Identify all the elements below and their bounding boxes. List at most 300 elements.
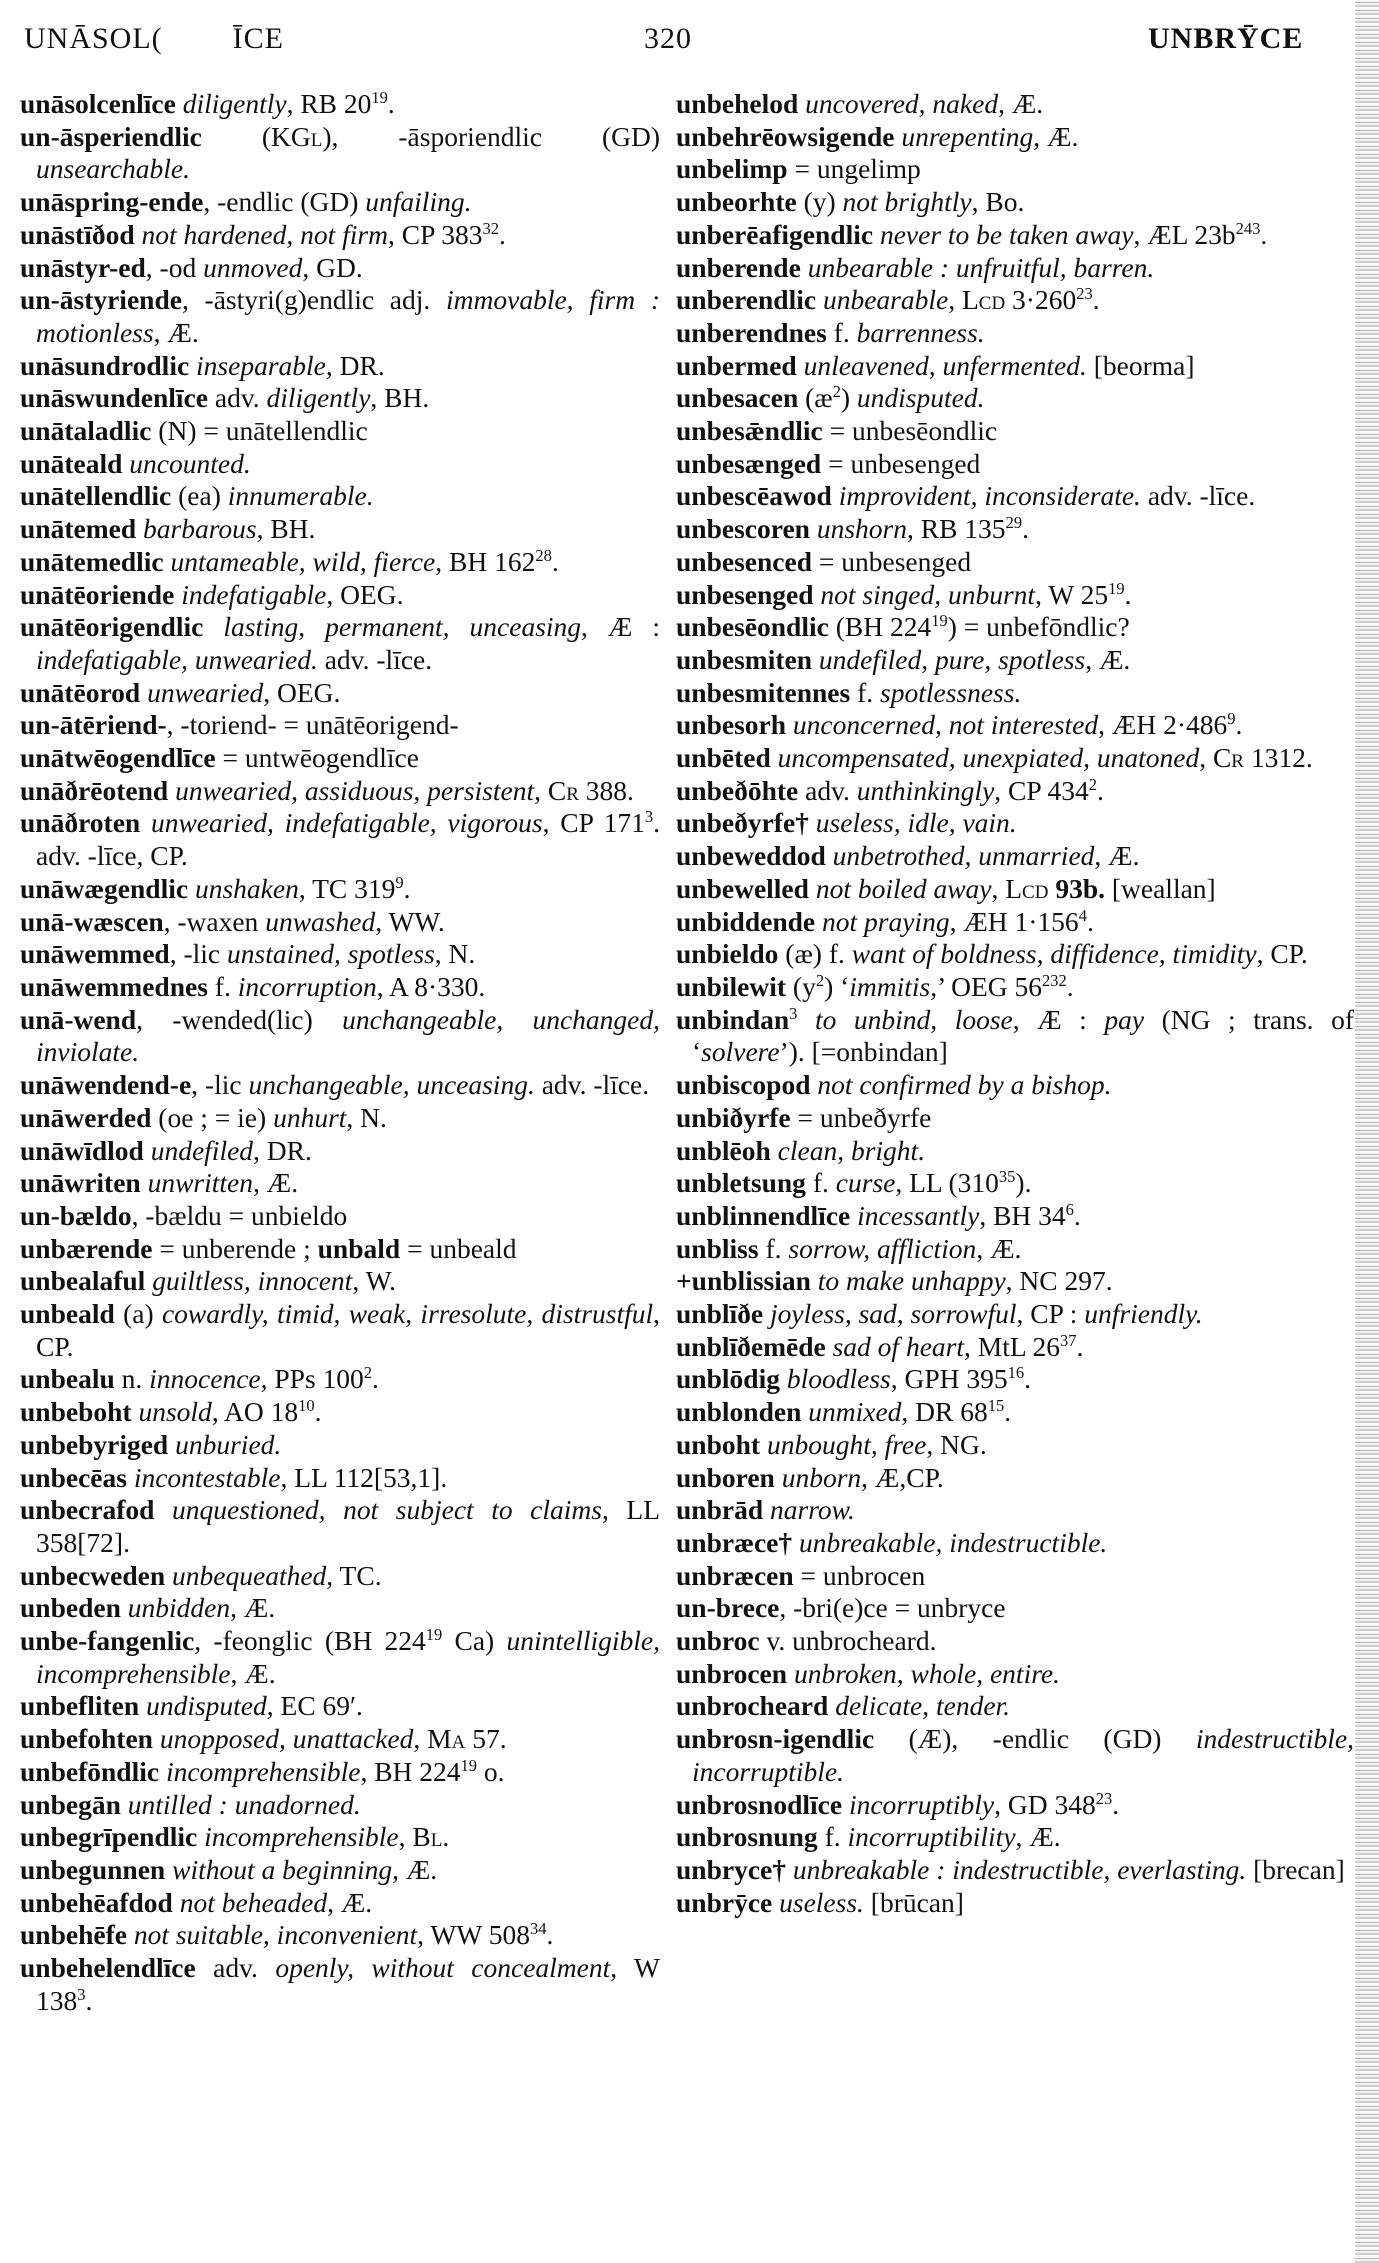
entry-text: [brūcan] xyxy=(863,1886,964,1918)
headword: unbermed xyxy=(676,349,797,381)
entry-text: unmoved xyxy=(203,251,303,283)
dictionary-entry xyxy=(676,1167,1354,1200)
dictionary-entry xyxy=(676,1135,1354,1168)
dictionary-entry xyxy=(20,1919,660,1952)
entry-text: Ca) xyxy=(442,1625,507,1657)
entry-text: 6 xyxy=(1065,1199,1074,1219)
entry-text: unstained, spotless xyxy=(227,938,435,970)
dictionary-entry xyxy=(676,775,1354,808)
dictionary-entry xyxy=(20,1625,660,1690)
entry-text: , Æ. xyxy=(392,1853,438,1885)
entry-text: unwashed xyxy=(265,905,376,937)
entry-text: lasting, permanent, unceasing xyxy=(203,611,582,643)
running-head-right: UNBRȲCE xyxy=(1148,22,1304,55)
headword: unbærende xyxy=(20,1232,153,1264)
entry-text: , N. xyxy=(346,1101,387,1133)
entry-text: delicate, tender. xyxy=(828,1690,1011,1722)
entry-text: barrenness. xyxy=(856,316,985,348)
entry-text: sorrow, affliction xyxy=(788,1232,977,1264)
headword: unbescoren xyxy=(676,513,810,545)
entry-text: , Æ. xyxy=(976,1232,1022,1264)
dictionary-entry xyxy=(676,1069,1354,1102)
entry-text: , -lic xyxy=(191,1069,249,1101)
dictionary-entry xyxy=(20,1200,660,1233)
dictionary-entry xyxy=(676,1200,1354,1233)
entry-text: unleavened, unfermented. xyxy=(796,349,1087,381)
entry-text: , WW 508 xyxy=(417,1919,530,1951)
entry-text: ) = unbefōndlic? xyxy=(947,611,1130,643)
entry-text: not praying xyxy=(815,905,950,937)
entry-text: . adv. -līce, CP. xyxy=(36,807,660,872)
headword: unbræcen xyxy=(676,1559,794,1591)
dictionary-entry xyxy=(676,382,1354,415)
headword: unbehelendlīce xyxy=(20,1952,196,1984)
headword: unbryce† xyxy=(676,1853,786,1885)
entry-text: , GD. xyxy=(302,251,363,283)
entry-text: 232 xyxy=(1042,970,1067,990)
entry-text: useless. xyxy=(772,1886,864,1918)
dictionary-entry xyxy=(20,971,660,1004)
entry-text: (BH 224 xyxy=(828,611,932,643)
entry-text: . xyxy=(1112,1788,1120,1820)
headword: unbrosn-igendlic xyxy=(676,1723,875,1755)
dictionary-entry xyxy=(676,88,1354,121)
dictionary-entry xyxy=(20,1233,660,1266)
entry-text: . xyxy=(372,1363,379,1395)
headword: un-bældo xyxy=(20,1199,132,1231)
dictionary-entry xyxy=(676,1821,1354,1854)
dictionary-entry xyxy=(676,840,1354,873)
headword: unāwemmednes xyxy=(20,970,208,1002)
dictionary-entry xyxy=(20,415,660,448)
entry-text: unfriendly. xyxy=(1084,1298,1203,1330)
entry-text: 3 xyxy=(789,1003,798,1023)
dictionary-entry xyxy=(20,742,660,775)
entry-text: . xyxy=(1024,1363,1031,1395)
headword: unbeðyrfe† xyxy=(676,807,809,839)
entry-text: uncovered, naked xyxy=(798,88,999,119)
entry-text: without a beginning xyxy=(165,1853,393,1885)
entry-text: Lcd xyxy=(1005,872,1049,904)
entry-text: , NG. xyxy=(926,1428,987,1460)
headword: unblonden xyxy=(676,1396,802,1428)
dictionary-entry xyxy=(676,1429,1354,1462)
headword: unātēoriende xyxy=(20,578,175,610)
headword: unāwriten xyxy=(20,1167,141,1199)
entry-text: . xyxy=(1073,1199,1081,1231)
entry-text: not beheaded xyxy=(172,1886,328,1918)
entry-text: 28 xyxy=(535,545,552,565)
dictionary-entry xyxy=(20,252,660,285)
entry-text: , PPs 100 xyxy=(260,1363,364,1395)
dictionary-entry xyxy=(20,1592,660,1625)
entry-text: , BH 224 xyxy=(360,1755,461,1787)
dictionary-entry xyxy=(20,1102,660,1135)
dictionary-entry xyxy=(676,971,1354,1004)
entry-text: . xyxy=(1235,709,1243,741)
entry-text: adv. xyxy=(798,774,857,806)
entry-text: , WW. xyxy=(375,905,445,937)
dictionary-entry xyxy=(676,1298,1354,1331)
entry-text: , Æ : xyxy=(1012,1003,1105,1035)
entry-text: unquestioned, not subject to claims xyxy=(154,1494,602,1526)
entry-text: 3·260 xyxy=(1005,284,1077,316)
headword: unātemedlic xyxy=(20,545,164,577)
headword: un-brece xyxy=(676,1592,780,1624)
entry-text: adv. xyxy=(195,1952,276,1984)
entry-text: , OEG. xyxy=(263,676,341,708)
dictionary-entry xyxy=(20,1854,660,1887)
entry-text: , TC. xyxy=(326,1559,382,1591)
entry-text: not singed, unburnt xyxy=(813,578,1036,610)
entry-text: (æ) f. xyxy=(778,938,852,970)
dictionary-entry xyxy=(676,1004,1354,1069)
entry-text: , TC 319 xyxy=(298,872,396,904)
entry-text: unborn xyxy=(774,1461,862,1493)
entry-text: (oe ; = ie) xyxy=(151,1101,274,1133)
entry-text: = unbeald xyxy=(400,1232,517,1264)
entry-text: 2 xyxy=(815,970,825,990)
entry-text: 243 xyxy=(1235,218,1261,238)
entry-text: . xyxy=(1086,905,1094,937)
entry-text: 15 xyxy=(987,1395,1005,1415)
dictionary-entry xyxy=(20,1167,660,1200)
headword: un-ātēriend- xyxy=(20,709,167,741)
entry-text: immitis, xyxy=(849,970,938,1002)
entry-text: unbequeathed xyxy=(165,1559,327,1591)
headword: unāsolcenlīce xyxy=(20,88,176,119)
entry-text: , Æ,CP. xyxy=(861,1461,944,1493)
entry-text: 16 xyxy=(1007,1363,1025,1383)
dictionary-entry xyxy=(20,186,660,219)
dictionary-entry xyxy=(20,219,660,252)
entry-text: spotlessness. xyxy=(880,676,1022,708)
entry-text: 29 xyxy=(1005,512,1023,532)
entry-text: undefiled xyxy=(143,1134,254,1166)
entry-text: clean, bright. xyxy=(770,1134,926,1166)
entry-text: , Æ. xyxy=(230,1657,276,1689)
entry-text: Cr xyxy=(547,774,579,806)
headword: unbrād xyxy=(676,1494,764,1526)
entry-text: untameable, wild, fierce xyxy=(163,545,436,577)
dictionary-entry xyxy=(20,448,660,481)
dictionary-entry xyxy=(676,448,1354,481)
headword: unbehēafdod xyxy=(20,1886,173,1918)
entry-text: , ÆL 23b xyxy=(1133,218,1236,250)
headword: unbehelod xyxy=(676,88,799,119)
dictionary-entry xyxy=(676,546,1354,579)
dictionary-entry xyxy=(20,480,660,513)
headword: unberēafigendlic xyxy=(676,218,874,250)
entry-text: innocence xyxy=(149,1363,261,1395)
entry-text: ), -āsporiendlic (GD) xyxy=(322,120,660,152)
headword: unāstīðod xyxy=(20,218,135,250)
entry-text: ) xyxy=(840,382,857,414)
entry-text: , BH. xyxy=(256,513,316,545)
dictionary-entry xyxy=(20,1723,660,1756)
headword: unbealu xyxy=(20,1363,115,1395)
headword: unātellendlic xyxy=(20,480,172,512)
entry-text: , W 25 xyxy=(1035,578,1109,610)
entry-text: . xyxy=(85,1984,93,2016)
entry-text: not boiled away xyxy=(808,872,992,904)
headword: unbesmitennes xyxy=(676,676,851,708)
entry-text: curse xyxy=(835,1167,896,1199)
entry-text: want of boldness, diffidence, timidity xyxy=(851,938,1257,970)
entry-text: , ÆH 1·156 xyxy=(949,905,1079,937)
entry-text: 2 xyxy=(1088,774,1098,794)
dictionary-entry xyxy=(676,513,1354,546)
entry-text: incorruption xyxy=(237,970,377,1002)
entry-text: , W 138 xyxy=(36,1952,660,2016)
dictionary-entry xyxy=(20,350,660,383)
entry-text: f. xyxy=(207,970,238,1002)
entry-text: . xyxy=(1097,774,1104,806)
entry-text: , DR. xyxy=(325,349,385,381)
entry-text: f. xyxy=(805,1167,836,1199)
entry-text: , Bo. xyxy=(971,186,1025,218)
entry-text: 34 xyxy=(529,1919,547,1939)
entry-text: . xyxy=(1092,284,1100,316)
entry-text: ’ OEG 56 xyxy=(937,970,1043,1002)
entry-text: , xyxy=(413,1723,428,1755)
entry-text: f. xyxy=(850,676,880,708)
entry-text: , CP : xyxy=(1016,1298,1085,1330)
entry-text: , BH 34 xyxy=(979,1199,1066,1231)
headword: unātwēogendlīce xyxy=(20,742,216,774)
entry-text: = unbrocen xyxy=(793,1559,926,1591)
entry-text: narrow. xyxy=(763,1494,855,1526)
headword: unbeden xyxy=(20,1592,121,1624)
headword: unbiðyrfe xyxy=(676,1101,791,1133)
entry-text: , -wended(lic) xyxy=(136,1003,343,1035)
entry-text: unbearable xyxy=(816,284,949,316)
headword: unbletsung xyxy=(676,1167,806,1199)
headword: unbebyriged xyxy=(20,1428,169,1460)
entry-text: untilled : unadorned. xyxy=(120,1788,361,1820)
headword: unāsundrodlic xyxy=(20,349,190,381)
entry-text: , Æ. xyxy=(230,1592,276,1624)
entry-text: , GPH 395 xyxy=(890,1363,1008,1395)
entry-text: diligently xyxy=(175,88,287,119)
headword: unberende xyxy=(676,251,801,283)
dictionary-entry xyxy=(676,153,1354,186)
dictionary-entry xyxy=(20,88,660,121)
headword: unbroc xyxy=(676,1625,760,1657)
headword: unāðroten xyxy=(20,807,141,839)
entry-text: (ea) xyxy=(171,480,228,512)
entry-text: , LL (310 xyxy=(895,1167,999,1199)
entry-text: unsearchable. xyxy=(36,153,191,185)
headword: unbrȳce xyxy=(676,1886,773,1918)
headword: unbescēawod xyxy=(676,480,832,512)
headword: unbelimp xyxy=(676,153,788,185)
entry-text: , -āstyri(g)endlic adj. xyxy=(181,284,446,316)
entry-text: unbald xyxy=(317,1232,401,1264)
entry-text: (Æ), -endlic (GD) xyxy=(874,1723,1196,1755)
dictionary-entry xyxy=(676,219,1354,252)
entry-text: , NC 297. xyxy=(1005,1265,1113,1297)
entry-text: 19 xyxy=(460,1755,478,1775)
entry-text: , A 8·330. xyxy=(376,970,486,1002)
entry-text: , Æ. xyxy=(1033,120,1079,152)
headword: unbēted xyxy=(676,742,771,774)
entry-text: 57. xyxy=(465,1723,507,1755)
entry-text: openly, without concealment xyxy=(275,1952,611,1984)
entry-text: , AO 18 xyxy=(211,1396,299,1428)
entry-text: 9 xyxy=(1227,709,1236,729)
entry-text: v. unbrocheard. xyxy=(759,1625,937,1657)
entry-text: incontestable xyxy=(126,1461,281,1493)
entry-text: 9 xyxy=(395,872,404,892)
dictionary-entry xyxy=(676,350,1354,383)
entry-text: , Æ. xyxy=(998,88,1044,119)
entry-text: cowardly, timid, weak, irresolute, distrustful xyxy=(161,1298,654,1330)
entry-text: incorruptibly xyxy=(842,1788,995,1820)
dictionary-entry xyxy=(20,284,660,349)
entry-text: , Æ. xyxy=(327,1886,373,1918)
dictionary-entry xyxy=(20,1135,660,1168)
dictionary-entry xyxy=(676,906,1354,939)
entry-text: , -bældu = unbieldo xyxy=(131,1199,348,1231)
entry-text: . xyxy=(546,1919,554,1951)
dictionary-entry xyxy=(676,186,1354,219)
dictionary-entry xyxy=(676,1331,1354,1364)
entry-text: unhurt xyxy=(273,1101,347,1133)
entry-text: , GD 348 xyxy=(994,1788,1096,1820)
entry-text: o. xyxy=(477,1755,505,1787)
headword: unbeboht xyxy=(20,1396,132,1428)
dictionary-entry xyxy=(20,807,660,872)
entry-text: , BH. xyxy=(370,382,430,414)
headword: unbealaful xyxy=(20,1265,146,1297)
entry-text: not hardened, not firm xyxy=(134,218,388,250)
dictionary-entry xyxy=(676,677,1354,710)
entry-text: unchangeable, unchanged, inviolate. xyxy=(36,1003,661,1068)
entry-text: , Æ. xyxy=(153,316,199,348)
headword: unbeorhte xyxy=(676,186,797,218)
entry-text: , N. xyxy=(434,938,476,970)
entry-text: . xyxy=(314,1396,322,1428)
entry-text: = unbesenged xyxy=(821,447,981,479)
dictionary-entry xyxy=(676,1233,1354,1266)
entry-text: 19 xyxy=(425,1624,443,1644)
headword: unbecweden xyxy=(20,1559,166,1591)
headword: unbesacen xyxy=(676,382,799,414)
headword: unāteald xyxy=(20,447,123,479)
headword: unbecēas xyxy=(20,1461,127,1493)
dictionary-entry xyxy=(20,1298,660,1363)
dictionary-entry xyxy=(676,1462,1354,1495)
headword: unbeðōhte xyxy=(676,774,799,806)
headword: unbegrīpendlic xyxy=(20,1821,198,1853)
entry-text: incomprehensible xyxy=(159,1755,361,1787)
entry-text: guiltless, innocent xyxy=(145,1265,353,1297)
dictionary-entry xyxy=(676,579,1354,612)
headword: unāwīdlod xyxy=(20,1134,144,1166)
dictionary-entry xyxy=(20,677,660,710)
entry-text: barbarous xyxy=(136,513,257,545)
headword: unā-wæscen xyxy=(20,905,164,937)
dictionary-entry xyxy=(20,382,660,415)
entry-text: unwearied xyxy=(140,676,264,708)
entry-text: , RB 135 xyxy=(907,513,1006,545)
headword: unāwemmed xyxy=(20,938,170,970)
entry-text: (NG ; trans. of ‘ xyxy=(692,1003,1355,1068)
entry-text: ’). [=onbindan] xyxy=(779,1036,948,1068)
entry-text: unbreakable : indestructible, everlasting. xyxy=(786,1853,1247,1885)
headword: unāstyr-ed xyxy=(20,251,146,283)
entry-text: useless, idle, vain. xyxy=(808,807,1017,839)
dictionary-entry xyxy=(20,1756,660,1789)
headword: unbefōndlic xyxy=(20,1755,160,1787)
entry-text: unthinkingly xyxy=(856,774,995,806)
entry-text: Cr xyxy=(1212,742,1244,774)
headword: unāðrēotend xyxy=(20,774,169,806)
entry-text: inseparable xyxy=(189,349,326,381)
headword: unblōdig xyxy=(676,1363,780,1395)
entry-text: = unbesēondlic xyxy=(822,415,998,447)
dictionary-entry xyxy=(676,1854,1354,1887)
entry-text: ) ‘ xyxy=(824,970,850,1002)
running-head-left-part1: UNĀSOL( xyxy=(24,22,163,55)
entry-text: adv. -līce. xyxy=(1140,480,1256,512)
entry-text: , CP. xyxy=(36,1298,660,1362)
headword: unbindan xyxy=(676,1003,790,1035)
dictionary-entry xyxy=(676,1102,1354,1135)
entry-text: 388. xyxy=(578,774,634,806)
entry-text: unintelligible, incomprehensible xyxy=(36,1625,660,1689)
headword: unbesǣndlic xyxy=(676,415,823,447)
entry-text: 19 xyxy=(371,87,388,107)
entry-text: unwearied, indefatigable, vigorous xyxy=(140,807,543,839)
entry-text: , DR. xyxy=(253,1134,312,1166)
entry-text: indestructible, incorruptible. xyxy=(692,1723,1354,1787)
headword: +unblissian xyxy=(676,1265,811,1297)
entry-text: adv. -līce. xyxy=(317,643,433,675)
entry-text: , xyxy=(1199,742,1213,774)
entry-text: diligently xyxy=(266,382,371,414)
entry-text: sad of heart xyxy=(825,1330,964,1362)
entry-text: . xyxy=(1076,1330,1084,1362)
headword: unbehrēowsigende xyxy=(676,120,895,152)
headword: unbrocen xyxy=(676,1657,788,1689)
entry-text: bloodless xyxy=(779,1363,891,1395)
dictionary-entry xyxy=(676,415,1354,448)
dictionary-entry xyxy=(676,938,1354,971)
dictionary-entry xyxy=(20,906,660,939)
entry-text: unwritten xyxy=(140,1167,253,1199)
entry-text: 4 xyxy=(1078,905,1087,925)
dictionary-entry xyxy=(20,1560,660,1593)
entry-text: unbetrothed, unmarried xyxy=(825,840,1095,872)
headword: unbesorh xyxy=(676,709,787,741)
entry-text: 35 xyxy=(998,1167,1016,1187)
entry-text: undisputed xyxy=(139,1690,267,1722)
entry-text: unmixed xyxy=(801,1396,902,1428)
dictionary-entry xyxy=(676,480,1354,513)
headword: unbesenged xyxy=(676,578,814,610)
dictionary-entry xyxy=(20,611,660,676)
entry-text: . xyxy=(1124,578,1132,610)
entry-text: , xyxy=(534,774,548,806)
dictionary-entry xyxy=(676,1625,1354,1658)
entry-text: 10 xyxy=(298,1395,315,1415)
headword: unbegunnen xyxy=(20,1853,166,1885)
entry-text: , DR 68 xyxy=(901,1396,988,1428)
dictionary-entry xyxy=(20,1462,660,1495)
entry-text: improvident, inconsiderate. xyxy=(831,480,1141,512)
